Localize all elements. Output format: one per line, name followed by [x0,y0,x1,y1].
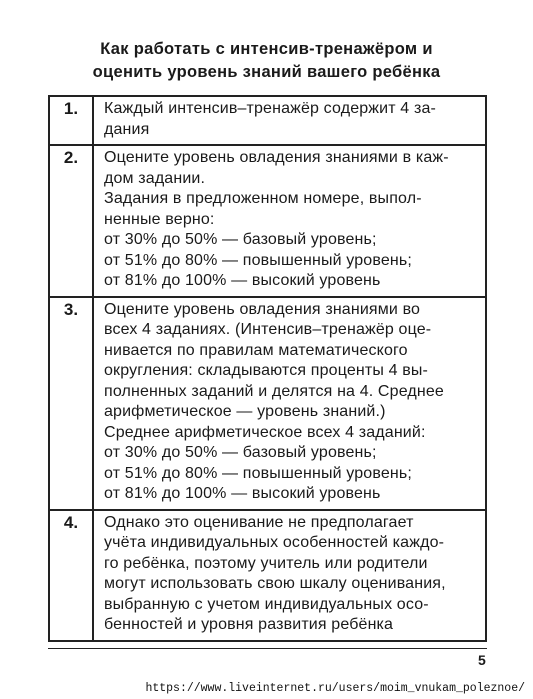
row-number: 2. [49,145,93,297]
text-line: полненных заданий и делятся на 4. Среднее [104,382,444,400]
text-line: Среднее арифметическое всех 4 заданий: [104,423,426,441]
title-line-1: Как работать с интенсив-тренажёром и [100,40,433,58]
footer-divider [48,648,487,649]
text-line: Однако это оценивание не предполагает [104,513,414,531]
text-line: го ребёнка, поэтому учитель или родители [104,554,428,572]
row-text [93,510,486,641]
text-line: от 81% до 100% — высокий уровень [104,272,381,289]
page-number: 5 [478,652,486,668]
text-line: от 30% до 50% — базовый уровень; [104,444,377,461]
text-line: от 81% до 100% — высокий уровень [104,485,381,502]
text-line: выбранную с учетом индивидуальных осо- [104,595,429,613]
table-row [49,96,486,145]
text-line: дания [104,120,150,138]
text-line: всех 4 заданиях. (Интенсив–тренажёр оце- [104,321,432,338]
text-line: арифметическое — уровень знаний.) [104,403,386,420]
row-text [93,96,486,145]
row-number: 1. [49,96,93,145]
text-line: бенностей и уровня развития ребёнка [104,616,394,633]
text-line: Каждый интенсив–тренажёр содержит 4 за- [104,100,436,117]
row-number: 4. [49,510,93,641]
instructions-table [48,95,487,642]
text-line: ненные верно: [104,210,215,228]
text-line: от 51% до 80% — повышенный уровень; [104,464,412,482]
text-line: Оцените уровень овладения знаниями во [104,300,421,318]
table-row [49,297,486,510]
row-text [93,297,486,510]
source-url: https://www.liveinternet.ru/users/moim_vnukam_poleznoe/ [145,682,525,695]
text-line: от 30% до 50% — базовый уровень; [104,231,377,248]
table-row [49,145,486,297]
text-line: Оцените уровень овладения знаниями в каж- [104,149,449,166]
text-line: от 51% до 80% — повышенный уровень; [104,251,412,269]
text-line: округления: складываются проценты 4 вы- [104,362,429,379]
text-line: учёта индивидуальных особенностей каждо- [104,534,445,551]
table-row [49,510,486,641]
text-line: Задания в предложенном номере, выпол- [104,190,422,207]
row-text [93,145,486,297]
text-line: нивается по правилам математического [104,341,408,359]
title-line-2: оценить уровень знаний вашего ребёнка [92,63,441,81]
text-line: дом задании. [104,169,206,187]
text-line: могут использовать свою шкалу оценивания, [104,575,446,592]
row-number: 3. [49,297,93,510]
table-body [49,96,486,641]
page-title [0,38,533,84]
